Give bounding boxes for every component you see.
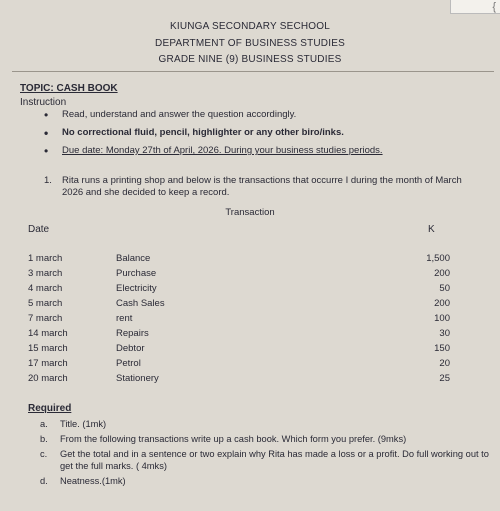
row-amount: 200 <box>434 268 450 279</box>
row-description: Repairs <box>116 328 149 339</box>
row-description: Cash Sales <box>116 298 165 309</box>
required-item-text: Title. (1mk) <box>60 419 107 429</box>
row-amount: 25 <box>439 373 450 384</box>
required-item-text: Get the total and in a sentence or two explain why Rita has made a loss or a profit. Do full working out to get the full marks. ( 4mks) <box>60 449 489 471</box>
table-row <box>0 268 500 283</box>
row-date: 15 march <box>28 343 68 354</box>
table-row <box>0 343 500 358</box>
table-row <box>0 313 500 328</box>
required-item-letter: d. <box>40 476 48 486</box>
header-divider <box>12 71 494 72</box>
required-heading: Required <box>28 403 72 414</box>
question-text: Rita runs a printing shop and below is the transactions that occurre I during the month of March 2026 and she decided to keep a record. <box>62 175 462 198</box>
table-row <box>0 373 500 388</box>
required-item <box>40 448 490 472</box>
row-description: Electricity <box>116 283 157 294</box>
table-row <box>0 328 500 343</box>
row-description: Stationery <box>116 373 159 384</box>
table-row <box>0 358 500 373</box>
instruction-item-3: • Due date: Monday 27th of April, 2026. During your business studies periods. <box>44 145 383 157</box>
row-amount: 20 <box>439 358 450 369</box>
row-date: 3 march <box>28 268 63 279</box>
row-date: 1 march <box>28 253 63 264</box>
row-date: 7 march <box>28 313 63 324</box>
column-header-amount: K <box>428 224 435 235</box>
row-description: Debtor <box>116 343 145 354</box>
question-1 <box>44 175 484 199</box>
table-row <box>0 283 500 298</box>
transactions-table <box>0 253 500 388</box>
question-number: 1. <box>44 175 52 186</box>
row-date: 20 march <box>28 373 68 384</box>
page-corner-mark: { <box>450 0 500 14</box>
row-date: 14 march <box>28 328 68 339</box>
grade-subject: GRADE NINE (9) BUSINESS STUDIES <box>158 54 342 65</box>
school-name: KIUNGA SECONDARY SECHOOL <box>169 21 331 32</box>
instruction-item-2: • No correctional fluid, pencil, highlighter or any other biro/inks. <box>44 127 383 139</box>
instruction-item-1: • Read, understand and answer the question accordingly. <box>44 109 383 121</box>
row-amount: 150 <box>434 343 450 354</box>
required-item-letter: b. <box>40 434 48 444</box>
required-item <box>40 418 490 430</box>
instruction-label: Instruction <box>20 97 67 108</box>
table-row <box>0 298 500 313</box>
row-date: 5 march <box>28 298 63 309</box>
row-date: 17 march <box>28 358 68 369</box>
table-caption: Transaction <box>225 207 275 218</box>
row-amount: 1,500 <box>426 253 450 264</box>
required-item <box>40 475 490 487</box>
table-row <box>0 253 500 268</box>
required-item-letter: a. <box>40 419 48 429</box>
row-amount: 100 <box>434 313 450 324</box>
required-item-text: Neatness.(1mk) <box>60 476 126 486</box>
row-description: Purchase <box>116 268 157 279</box>
required-item-letter: c. <box>40 449 48 459</box>
column-header-date: Date <box>28 224 50 235</box>
required-item <box>40 433 490 445</box>
row-amount: 30 <box>439 328 450 339</box>
topic-heading: TOPIC: CASH BOOK <box>20 83 118 94</box>
instruction-list <box>44 109 383 163</box>
row-amount: 200 <box>434 298 450 309</box>
row-date: 4 march <box>28 283 63 294</box>
row-description: rent <box>116 313 133 324</box>
required-list <box>40 418 490 490</box>
row-description: Balance <box>116 253 151 264</box>
required-item-text: From the following transactions write up a cash book. Which form you prefer. (9mks) <box>60 434 407 444</box>
department-name: DEPARTMENT OF BUSINESS STUDIES <box>155 38 345 49</box>
row-amount: 50 <box>439 283 450 294</box>
row-description: Petrol <box>116 358 141 369</box>
